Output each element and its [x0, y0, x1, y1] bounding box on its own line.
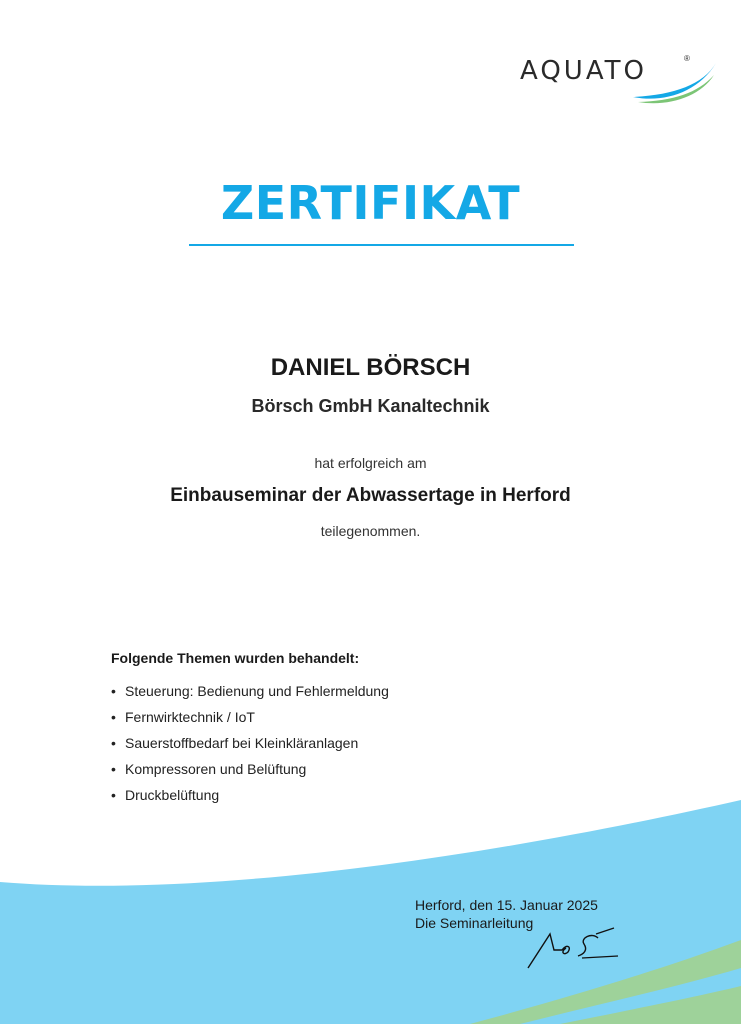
handwritten-signature: [522, 920, 622, 972]
list-item: [111, 732, 389, 758]
topic-label: Sauerstoffbedarf bei Kleinkläranlagen: [125, 735, 359, 751]
intro-text: hat erfolgreich am: [314, 455, 427, 471]
place-date: Herford, den 15. Januar 2025: [415, 897, 598, 913]
list-item: [111, 706, 389, 732]
registered-mark: ®: [684, 54, 690, 63]
topic-label: Fernwirktechnik / IoT: [125, 709, 255, 725]
aquato-logo: [518, 50, 718, 105]
bullet-icon: •: [111, 787, 116, 803]
list-item: [111, 758, 389, 784]
topic-label: Steuerung: Bedienung und Fehlermeldung: [125, 683, 389, 699]
recipient-company: Börsch GmbH Kanaltechnik: [251, 396, 490, 416]
background-wave: [0, 790, 741, 1024]
bullet-icon: •: [111, 683, 116, 699]
certificate-title: ZERTIFIKAT: [220, 176, 521, 230]
logo-text: AQUATO: [520, 56, 647, 86]
topic-label: Kompressoren und Belüftung: [125, 761, 307, 777]
bullet-icon: •: [111, 761, 116, 777]
recipient-name: DANIEL BÖRSCH: [270, 354, 471, 381]
topics-heading: Folgende Themen wurden behandelt:: [111, 650, 360, 666]
topic-label: Druckbelüftung: [125, 787, 220, 803]
outro-text: teilegenommen.: [320, 523, 421, 539]
signatory-role: Die Seminarleitung: [415, 915, 534, 931]
title-underline: [189, 244, 574, 246]
bullet-icon: •: [111, 735, 116, 751]
seminar-title: Einbauseminar der Abwassertage in Herford: [170, 485, 571, 506]
bullet-icon: •: [111, 709, 116, 725]
list-item: [111, 680, 389, 706]
